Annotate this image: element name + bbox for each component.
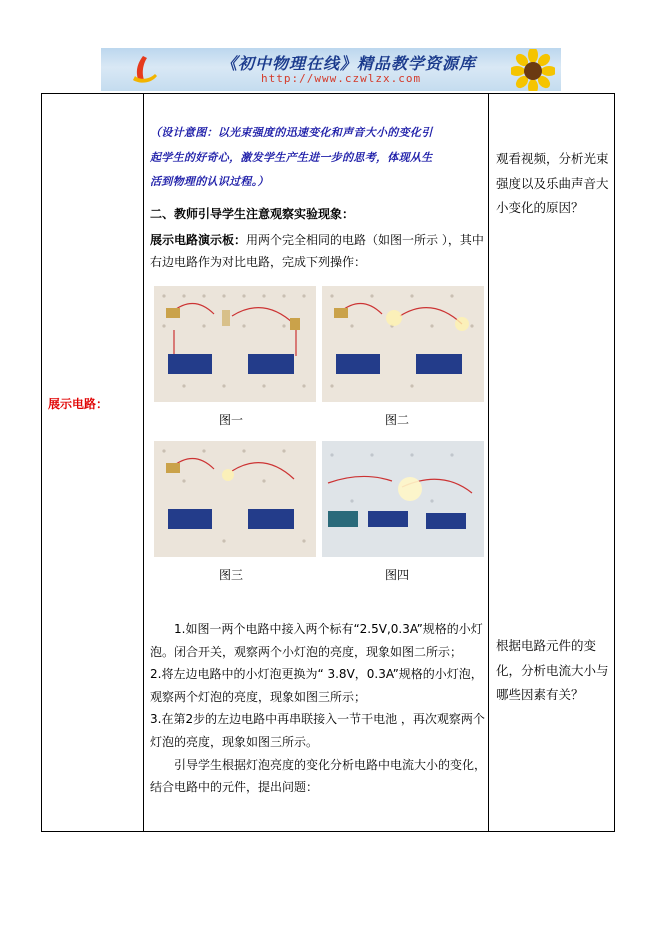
student-activity-1: 观看视频，分析光束强度以及乐曲声音大小变化的原因？	[496, 151, 609, 215]
figure-caption: 图四	[385, 568, 410, 582]
design-intent-line: 起学生的好奇心，激发学生产生进一步的思考，体现从生	[150, 150, 433, 164]
demo-board-text: 用两个完全相同的电路（如图一所示 ），其中右边电路作为对比电路，完成下列操作：	[150, 233, 484, 269]
step-3: 3.在第2步的左边电路中再串联接入一节干电池 ，再次观察两个灯泡的亮度，现象如图三所示。	[150, 712, 485, 749]
step-2: 2.将左边电路中的小灯泡更换为“ 3.8V，0.3A”规格的小灯泡，观察两个灯泡的亮度，现象如图三所示；	[150, 667, 483, 704]
logo-icon	[129, 54, 159, 86]
procedure-steps	[150, 618, 488, 799]
figure-caption: 图二	[385, 413, 410, 427]
student-activity-2: 根据电路元件的变化，分析电流大小与哪些因素有关？	[496, 638, 609, 702]
design-intent-line: 活到物理的认识过程。）	[150, 175, 269, 188]
design-intent-line: （设计意图：以光束强度的迅速变化和声音大小的变化引	[150, 126, 433, 139]
section-heading: 二、教师引导学生注意观察实验现象：	[150, 207, 355, 221]
demo-board-paragraph	[150, 229, 486, 273]
table-border-top	[41, 93, 615, 94]
table-divider-1	[143, 93, 144, 832]
banner-title: 《初中物理在线》精品教学资源库	[221, 54, 477, 73]
table-border-right	[614, 93, 615, 832]
header-banner	[101, 48, 561, 91]
step-1: 1.如图一两个电路中接入两个标有“2.5V,0.3A”规格的小灯泡。闭合开关，观察两个小灯泡的亮度，现象如图二所示；	[150, 622, 483, 659]
circuit-photo-3	[154, 441, 316, 557]
circuit-photo-1	[154, 286, 316, 402]
design-intent	[150, 121, 484, 195]
row-label: 展示电路：	[48, 397, 109, 411]
table-divider-2	[488, 93, 489, 832]
figure-caption: 图一	[219, 413, 244, 427]
demo-board-label: 展示电路演示板：	[150, 233, 247, 247]
table-border-bottom	[41, 831, 615, 832]
circuit-photo-2	[322, 286, 484, 402]
figure-caption: 图三	[219, 568, 244, 582]
sunflower-icon	[511, 49, 555, 91]
banner-url[interactable]: http://www.czwlzx.com	[261, 72, 422, 85]
circuit-photo-4	[322, 441, 484, 557]
guide-question: 引导学生根据灯泡亮度的变化分析电路中电流大小的变化，结合电路中的元件，提出问题：	[150, 757, 487, 795]
table-border-left	[41, 93, 42, 832]
